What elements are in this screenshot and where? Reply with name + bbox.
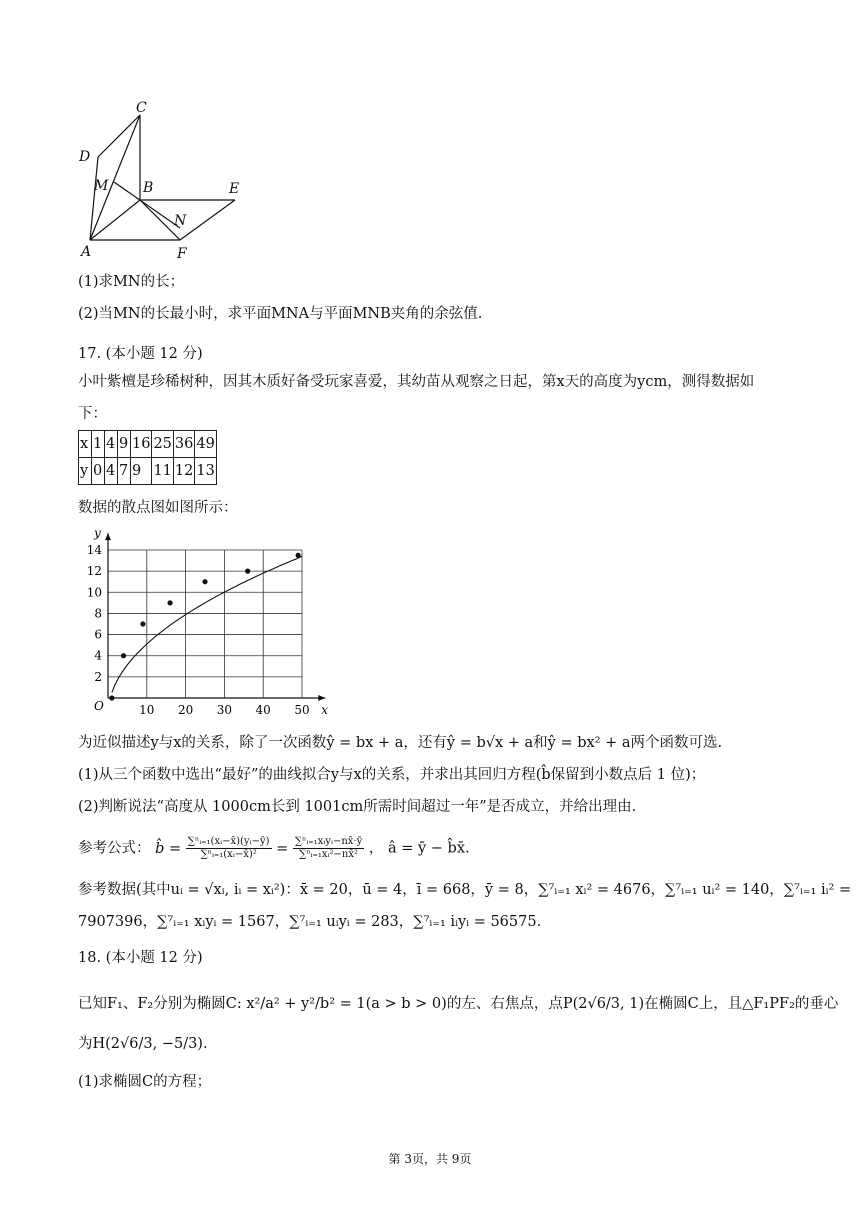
cell: 4 <box>105 458 118 485</box>
q18-header: 18. (本小题 12 分) <box>78 950 203 966</box>
q18-part1: (1)求椭圆C的方程； <box>78 1074 212 1090</box>
q18-line1: 已知F₁、F₂分别为椭圆C: x²/a² + y²/b² = 1(a > b > 0)的左、右焦点，点P(2√6/3, 1)在椭圆C上，且△F₁PF₂的垂心 <box>78 996 839 1012</box>
x-tick-label: 50 <box>294 703 310 717</box>
cell: 1 <box>92 431 105 458</box>
cell: 9 <box>131 458 152 485</box>
cell: 12 <box>173 458 194 485</box>
data-point <box>202 579 207 584</box>
ref-formula <box>78 836 470 861</box>
b-hat-formula: b̂ = $\frac{\text{∑ⁿᵢ₌₁(xᵢ−x̄)(yᵢ−ȳ)}}{\text{∑ⁿᵢ₌₁(xᵢ−x̄)²}}$ = $\frac{\text{∑ⁿᵢ₌₁xᵢyᵢ−nx̄·ȳ}}{\text{∑ⁿᵢ₌₁xᵢ²−nx̄²}}$ <box>155 836 363 860</box>
data-point <box>121 653 126 658</box>
y-tick-label: 14 <box>86 543 102 557</box>
y-tick-label: 2 <box>94 669 102 684</box>
ref-formula-tail: ， â = ȳ − b̂x̄. <box>368 840 470 857</box>
q17-approx-text: 为近似描述y与x的关系，除了一次函数ŷ = bx + a，还有ŷ = b√x + a和ŷ = bx² + a两个函数可选. <box>78 735 723 751</box>
cell: 7 <box>118 458 131 485</box>
y-axis-arrow <box>105 533 111 540</box>
label-F: F <box>177 246 187 262</box>
cell: 25 <box>152 431 173 458</box>
scatter-caption: 数据的散点图如图所示： <box>78 500 238 516</box>
label-A: A <box>81 244 92 260</box>
label-E: E <box>229 181 240 197</box>
origin-label: O <box>94 699 104 713</box>
data-point <box>245 569 250 574</box>
q16-part2: (2)当MN的长最小时，求平面MNA与平面MNB夹角的余弦值. <box>78 306 483 322</box>
y-tick-label: 10 <box>86 585 102 600</box>
cell: 13 <box>195 458 216 485</box>
y-axis-label: y <box>94 528 101 541</box>
scatter-chart <box>78 528 348 720</box>
q17-intro-line1: 小叶紫檀是珍稀树种，因其木质好备受玩家喜爱，其幼苗从观察之日起，第x天的高度为ycm，测得数据如 <box>78 374 755 390</box>
cell: 0 <box>92 458 105 485</box>
ref-data-line1: 参考数据(其中uᵢ = √xᵢ, iᵢ = xᵢ²)：x̄ = 20，ū = 4，ī = 668，ȳ = 8，∑⁷ᵢ₌₁ xᵢ² = 4676，∑⁷ᵢ₌₁ uᵢ² = 140，∑⁷ᵢ₌₁ iᵢ² = <box>78 882 852 898</box>
cell: 49 <box>195 431 216 458</box>
q17-intro-line2: 下： <box>78 406 107 422</box>
cell: 4 <box>105 431 118 458</box>
x-tick-label: 40 <box>255 703 271 717</box>
y-tick-label: 4 <box>94 648 102 663</box>
table-row-x <box>79 431 217 458</box>
q17-header: 17. (本小题 12 分) <box>78 346 203 362</box>
cell: x <box>79 431 92 458</box>
y-tick-label: 6 <box>94 627 102 642</box>
x-tick-label: 10 <box>139 703 155 717</box>
x-tick-label: 20 <box>177 703 194 717</box>
q18-line2: 为H(2√6/3, −5/3). <box>78 1036 208 1052</box>
cell: 11 <box>152 458 173 485</box>
label-C: C <box>136 100 147 116</box>
cell: 9 <box>118 431 131 458</box>
y-tick-label: 8 <box>94 606 102 621</box>
data-point <box>167 600 172 605</box>
ref-data-line2: 7907396，∑⁷ᵢ₌₁ xᵢyᵢ = 1567，∑⁷ᵢ₌₁ uᵢyᵢ = 283，∑⁷ᵢ₌₁ iᵢyᵢ = 56575. <box>78 914 542 930</box>
label-M: M <box>94 178 109 194</box>
cell: y <box>79 458 92 485</box>
geometry-figure <box>70 100 260 265</box>
x-axis-label: x <box>321 703 329 717</box>
data-point <box>109 695 114 700</box>
label-D: D <box>79 149 91 165</box>
q16-part1: (1)求MN的长； <box>78 274 185 290</box>
x-tick-label: 30 <box>216 703 233 717</box>
ref-formula-label: 参考公式： <box>78 840 151 857</box>
data-point <box>140 621 145 626</box>
q17-part2: (2)判断说法“高度从 1000cm长到 1001cm所需时间超过一年”是否成立，并给出理由. <box>78 799 637 815</box>
cell: 36 <box>173 431 194 458</box>
page-footer: 第 3页，共 9页 <box>388 1152 472 1166</box>
label-N: N <box>174 213 187 229</box>
cell: 16 <box>131 431 152 458</box>
x-axis-arrow <box>318 695 325 701</box>
data-table <box>78 430 217 485</box>
q17-part1: (1)从三个函数中选出“最好”的曲线拟合y与x的关系，并求出其回归方程(b̂保留到小数点后 1 位)； <box>78 767 706 783</box>
label-B: B <box>143 180 154 196</box>
y-tick-label: 12 <box>86 564 102 579</box>
data-point <box>296 553 301 558</box>
table-row-y <box>79 458 217 485</box>
